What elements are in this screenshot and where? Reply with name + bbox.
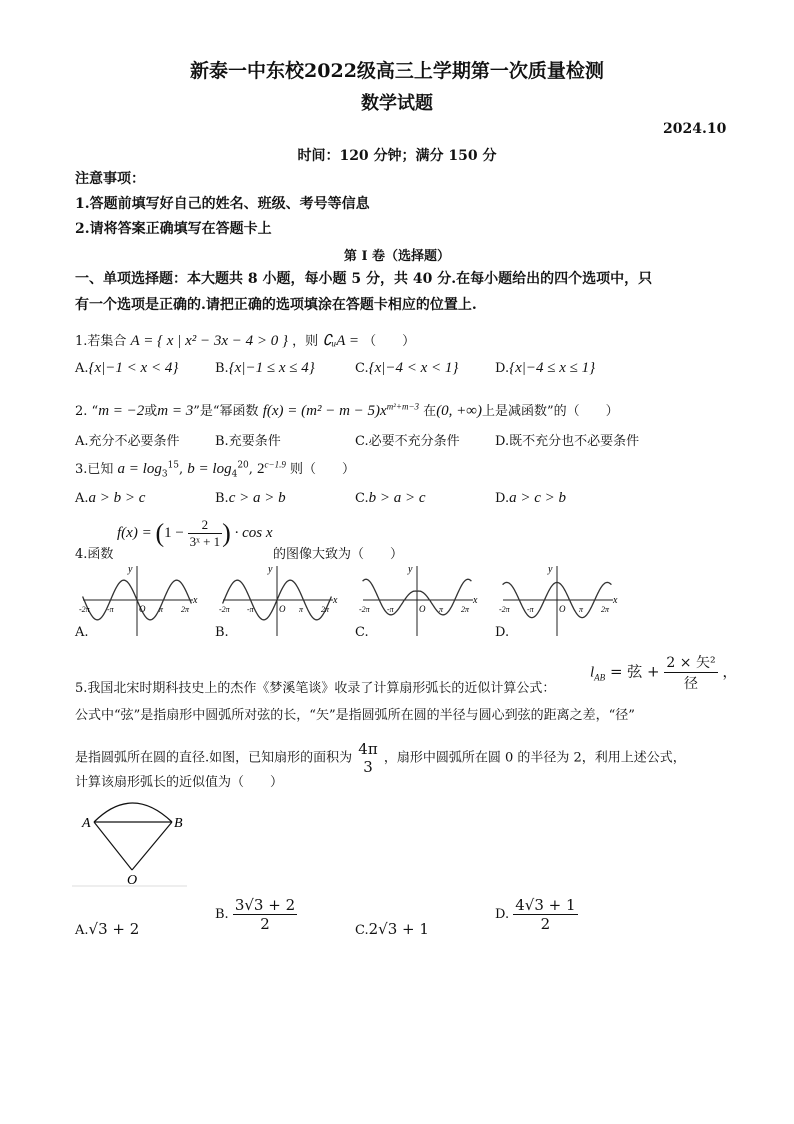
- q3-option-d: D.a > c > b: [495, 490, 566, 506]
- q1-option-a: A.{x|−1 < x < 4}: [75, 360, 179, 376]
- q5-option-b: B. $\frac{3√3 + 2}{2}$: [215, 896, 296, 933]
- svg-text:2π: 2π: [601, 605, 610, 614]
- svg-text:x: x: [193, 595, 198, 606]
- svg-text:O: O: [139, 604, 146, 614]
- svg-text:-π: -π: [527, 605, 534, 614]
- graph-option-d: [499, 564, 618, 636]
- svg-text:y: y: [548, 564, 553, 575]
- q5-sector-figure: [72, 792, 192, 887]
- q4-function: f(x) = (1 − $\frac{2}{\text{3ˣ + 1}}$ ) · cos x: [117, 517, 273, 549]
- svg-text:x: x: [473, 595, 478, 606]
- q5-line-2: 公式中“弦”是指扇形中圆弧所对弦的长，“矢”是指圆弧所在圆的半径与圆心到弦的距离之差，“径”: [75, 708, 635, 723]
- exam-title: 新泰一中东校2022级高三上学期第一次质量检测: [190, 60, 604, 82]
- q1-prefix: 1.若集合: [75, 334, 127, 349]
- q2-interval: (0, +∞): [436, 403, 482, 419]
- q3-option-b: B.c > a > b: [215, 490, 286, 506]
- q1-complement: ∁ᵤA =: [322, 333, 360, 349]
- svg-text:2π: 2π: [461, 605, 470, 614]
- section-instruction-2: 有一个选项是正确的.请把正确的选项填涂在答题卡相应的位置上.: [75, 297, 477, 313]
- svg-text:y: y: [128, 564, 133, 575]
- svg-text:x: x: [333, 595, 338, 606]
- q5-line-1: 5.我国北宋时期科技史上的杰作《梦溪笔谈》收录了计算扇形弧长的近似计算公式：: [75, 681, 556, 696]
- q2-stem: 2. “m = −2或m = 3”是“幂函数 $f(x) = (m^2 - m - 5)x^{m^2+m-3}$ 在(0, +∞)上是减函数”的（ ）: [75, 401, 619, 419]
- graph-option-c: [359, 564, 478, 636]
- q1-stem: [75, 330, 415, 350]
- q1-mid: ，则: [292, 334, 319, 349]
- q2-exponent: m²+m−3: [386, 401, 420, 412]
- svg-text:A: A: [82, 816, 91, 831]
- svg-text:π: π: [299, 605, 304, 614]
- svg-text:O: O: [279, 604, 286, 614]
- svg-text:2π: 2π: [181, 605, 190, 614]
- svg-text:π: π: [439, 605, 444, 614]
- q2-option-b: B.充要条件: [215, 434, 281, 449]
- q1-option-b: B.{x|−1 ≤ x ≤ 4}: [215, 360, 315, 376]
- q3-stem: 3.已知 $a = \log_3^{15}$, $b = \log_4^{20}$, $2^{c-1.9}$ 则（ ）: [75, 459, 356, 480]
- section-instruction-1: 一、单项选择题：本大题共 8 小题，每小题 5 分，共 40 分.在每小题给出的四个选项中，只: [75, 271, 653, 287]
- q2-option-c: C.必要不充分条件: [355, 434, 460, 449]
- exam-subtitle: 数学试题: [361, 93, 433, 114]
- q2-function: f(x) = (m² − m − 5)x: [262, 403, 387, 419]
- svg-text:2π: 2π: [321, 605, 330, 614]
- svg-text:-2π: -2π: [359, 605, 370, 614]
- q4-option-c: C.: [355, 625, 369, 640]
- q4-prefix: 4.函数: [75, 547, 114, 562]
- time-info: 时间：120 分钟；满分 150 分: [297, 148, 497, 164]
- q5-line-3: 是指圆弧所在圆的直径.如图，已知扇形的面积为 4π 3 ，扇形中圆弧所在圆 0 的半径为 2，利用上述公式，: [75, 740, 686, 776]
- svg-text:-2π: -2π: [79, 605, 90, 614]
- notice-heading: 注意事项：: [75, 171, 145, 187]
- q5-formula: $l_{AB}$ = 弦 + $\frac{\text{2 × 矢²}}{\text{径}}$ ，: [590, 652, 737, 693]
- svg-text:-2π: -2π: [219, 605, 230, 614]
- q1-set-a: A = { x | x² − 3x − 4 > 0 }: [130, 333, 289, 349]
- svg-text:-π: -π: [247, 605, 254, 614]
- svg-text:-π: -π: [107, 605, 114, 614]
- svg-text:-2π: -2π: [499, 605, 510, 614]
- q1-option-d: D.{x|−4 ≤ x ≤ 1}: [495, 360, 596, 376]
- q5-line-4: 计算该扇形弧长的近似值为（ ）: [75, 775, 284, 790]
- q5-option-a: A.√3 + 2: [75, 920, 140, 938]
- q3-option-a: A.a > b > c: [75, 490, 146, 506]
- q2-option-a: A.充分不必要条件: [75, 434, 180, 449]
- svg-text:π: π: [159, 605, 164, 614]
- q5-option-c: C.2√3 + 1: [355, 920, 429, 938]
- svg-text:-π: -π: [387, 605, 394, 614]
- q4-option-b: B.: [215, 625, 229, 640]
- graph-option-b: [219, 564, 338, 636]
- notice-item-2: 2.请将答案正确填写在答题卡上: [75, 221, 272, 237]
- q3-option-c: C.b > a > c: [355, 490, 426, 506]
- graph-option-a: [79, 564, 198, 636]
- svg-text:y: y: [408, 564, 413, 575]
- svg-text:B: B: [174, 816, 183, 831]
- svg-text:y: y: [268, 564, 273, 575]
- exam-date: 2024.10: [663, 121, 727, 137]
- q5-option-d: D. $\frac{4√3 + 1}{2}$: [495, 896, 576, 933]
- q2-option-d: D.既不充分也不必要条件: [495, 434, 640, 449]
- svg-text:O: O: [419, 604, 426, 614]
- notice-item-1: 1.答题前填写好自己的姓名、班级、考号等信息: [75, 196, 370, 212]
- volume-heading: 第 I 卷（选择题）: [343, 249, 451, 264]
- q5-area-fraction: 4π 3: [358, 740, 378, 776]
- svg-text:x: x: [613, 595, 618, 606]
- q4-option-d: D.: [495, 625, 510, 640]
- svg-text:O: O: [127, 873, 138, 887]
- svg-text:π: π: [579, 605, 584, 614]
- q1-option-c: C.{x|−4 < x < 1}: [355, 360, 459, 376]
- q1-paren: （ ）: [363, 334, 416, 349]
- q4-option-a: A.: [75, 625, 89, 640]
- q4-suffix: 的图像大致为（ ）: [273, 547, 404, 562]
- svg-text:O: O: [559, 604, 566, 614]
